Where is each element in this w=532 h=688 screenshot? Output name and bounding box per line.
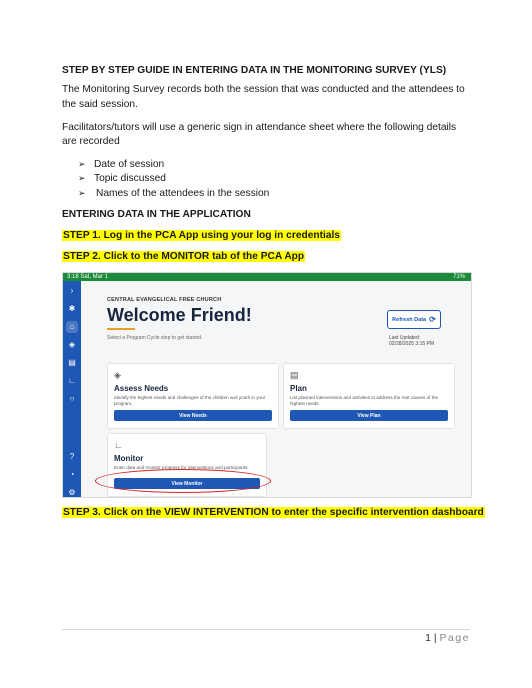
bell-icon[interactable]: ◔ <box>69 470 75 479</box>
settings-icon[interactable]: ⚙ <box>68 488 76 497</box>
highlight-circle <box>95 469 271 493</box>
logo-icon: ✱ <box>68 304 76 313</box>
assess-needs-card <box>107 363 279 429</box>
details-list <box>78 157 269 201</box>
step2-text: STEP 2. Click to the MONITOR tab of the PCA App <box>63 251 305 262</box>
page-number: 1 <box>425 632 431 644</box>
step1-text: STEP 1. Log in the PCA App using your log in credentials <box>63 230 340 241</box>
chart-icon[interactable]: ∟ <box>68 376 76 385</box>
list-item: ➢ Names of the attendees in the session <box>78 187 270 199</box>
para2-line1: Facilitators/tutors will use a generic sign in attendance sheet where the following details <box>62 122 457 133</box>
app-screenshot <box>62 272 472 498</box>
refresh-data-button[interactable]: Refresh Data ⟳ <box>387 310 441 329</box>
card-title: Monitor <box>114 454 144 463</box>
card-title: Assess Needs <box>114 384 169 393</box>
refresh-icon: ⟳ <box>429 315 436 324</box>
bulb-icon[interactable]: ○ <box>69 394 75 403</box>
section-heading: ENTERING DATA IN THE APPLICATION <box>62 209 251 220</box>
para1-line2: the said session. <box>62 99 138 110</box>
status-bar: 3:18 Sat, Mar 1 71% <box>63 273 471 281</box>
view-plan-button[interactable]: View Plan <box>290 410 448 421</box>
layers-icon: ◈ <box>114 370 121 380</box>
app-main <box>81 281 471 497</box>
app-sidebar <box>63 281 81 497</box>
layers-icon[interactable]: ◈ <box>68 340 76 349</box>
last-updated-label: Last Updated: <box>389 335 421 341</box>
arrow-bullet-icon: ➢ <box>78 158 86 169</box>
chart-icon: ∟ <box>114 440 123 450</box>
view-monitor-button[interactable]: View Monitor <box>114 478 260 489</box>
doc-heading: STEP BY STEP GUIDE IN ENTERING DATA IN THE MONITORING SURVEY (YLS) <box>62 65 447 76</box>
list-item: ➢ Topic discussed <box>78 173 166 185</box>
page-footer: 1 | Page <box>425 632 470 644</box>
card-description: Identify the highest needs and challenges of the children and youth in your program. <box>114 395 266 406</box>
card-description: Enter data and monitor progress for interventions and participants. <box>114 465 249 470</box>
page-label: Page <box>439 632 470 644</box>
card-description: List planned interventions and activities to address the root causes of the highest needs. <box>290 395 439 406</box>
welcome-subtitle: Select a Program Cycle step to get started. <box>107 335 203 341</box>
clipboard-icon[interactable]: ▤ <box>68 358 76 367</box>
title-underline <box>107 328 135 330</box>
help-icon[interactable]: ? <box>69 452 75 461</box>
church-name: CENTRAL EVANGELICAL FREE CHURCH <box>107 297 222 303</box>
card-title: Plan <box>290 384 307 393</box>
list-item: ➢ Date of session <box>78 158 165 170</box>
arrow-bullet-icon: ➢ <box>78 173 86 184</box>
step3-text: STEP 3. Click on the VIEW INTERVENTION to enter the specific intervention dashboard <box>63 507 484 518</box>
view-needs-button[interactable]: View Needs <box>114 410 272 421</box>
last-updated-value: 02/28/2025 3:15 PM <box>389 341 435 347</box>
clipboard-icon: ▤ <box>290 370 299 380</box>
para1-line1: The Monitoring Survey records both the session that was conducted and the attendees to <box>62 84 465 95</box>
welcome-title: Welcome Friend! <box>107 305 252 325</box>
para2-line2: are recorded <box>62 136 120 147</box>
footer-divider <box>62 629 470 630</box>
plan-card <box>283 363 455 429</box>
chevron-right-icon[interactable]: › <box>70 286 74 295</box>
home-icon[interactable]: ⌂ <box>66 321 78 333</box>
arrow-bullet-icon: ➢ <box>78 187 86 198</box>
